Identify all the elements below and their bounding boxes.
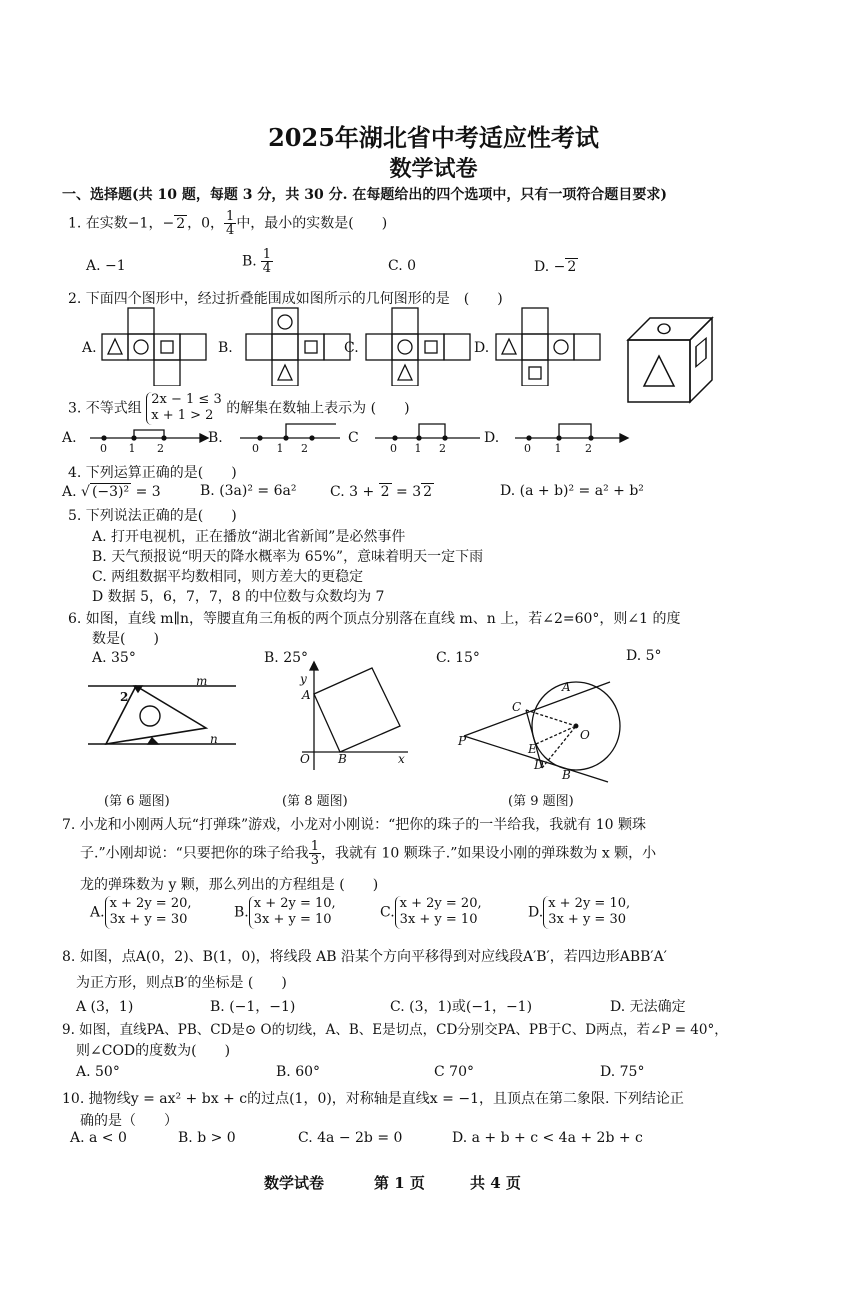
question-1: 1. 在实数−1，− 2 ，0， $\frac{1}{4}$ 中，最小的实数是( ) bbox=[68, 209, 388, 238]
q1-option-b: B. $\frac{1}{4}$ bbox=[242, 247, 272, 276]
q3-ticks-c: 0 1 2 bbox=[390, 442, 446, 455]
footer-subject: 数学试卷 bbox=[264, 1174, 325, 1192]
q2-label-d: D. bbox=[474, 340, 490, 356]
fig8-o: O bbox=[300, 752, 310, 766]
q4-option-b: B. (3a)² = 6a² bbox=[200, 483, 297, 499]
fig6 bbox=[86, 672, 246, 762]
q6-option-d: D. 5° bbox=[626, 648, 662, 664]
fig9-e: E bbox=[528, 742, 537, 756]
section-heading: 一、选择题(共 10 题，每题 3 分，共 30 分. 在每题给出的四个选项中，只有一项符合题目要求) bbox=[62, 187, 667, 203]
net-b bbox=[246, 308, 350, 386]
exam-title: 2025年湖北省中考适应性考试 bbox=[268, 123, 599, 152]
question-7: 7. 小龙和小刚两人玩“打弹珠”游戏，小龙对小刚说：“把你的珠子的一半给我，我就有 10 颗珠 bbox=[62, 817, 646, 833]
fig6-n: n bbox=[210, 732, 218, 746]
q5-option-c: C. 两组数据平均数相同，则方差大的更稳定 bbox=[92, 569, 364, 585]
fig8-caption: (第 8 题图) bbox=[282, 794, 348, 809]
fig6-angle2: 2 bbox=[120, 690, 129, 704]
fig9-a: A bbox=[562, 680, 571, 694]
q10-option-a: A. a < 0 bbox=[70, 1130, 127, 1146]
net-c bbox=[366, 308, 470, 386]
numline-d bbox=[515, 424, 628, 442]
q5-option-a: A. 打开电视机，正在播放“湖北省新闻”是必然事件 bbox=[92, 529, 406, 545]
q8-option-a: A (3，1) bbox=[76, 999, 134, 1015]
q9-option-b: B. 60° bbox=[276, 1064, 321, 1080]
q5-option-d: D 数据 5，6，7，7，8 的中位数与众数均为 7 bbox=[92, 589, 385, 605]
question-3: 3. 不等式组 2x − 1 ≤ 3 x + 1 > 2 的解集在数轴上表示为 ( ) bbox=[68, 392, 410, 424]
footer-total: 共 4 页 bbox=[470, 1174, 521, 1192]
q4-option-a: A. √ (−3)² = 3 bbox=[62, 484, 161, 500]
footer-page: 第 1 页 bbox=[374, 1174, 425, 1192]
question-7-line3: 龙的弹珠数为 y 颗，那么列出的方程组是 ( ) bbox=[80, 877, 379, 893]
fig8-x: x bbox=[398, 752, 405, 766]
q10-option-c: C. 4a − 2b = 0 bbox=[298, 1130, 403, 1146]
question-4: 4. 下列运算正确的是( ) bbox=[68, 465, 237, 481]
q7-option-d: D. x + 2y = 10, 3x + y = 30 bbox=[528, 896, 631, 928]
question-6-cont: 数是( ) bbox=[92, 631, 159, 647]
q9-option-c: C 70° bbox=[434, 1064, 474, 1080]
q3-ticks-a: 0 1 2 bbox=[100, 442, 164, 455]
q3-ticks-d: 0 1 2 bbox=[524, 442, 592, 455]
q2-cube-nets bbox=[96, 306, 616, 386]
fig9-b: B bbox=[562, 768, 571, 782]
question-8-line2: 为正方形，则点B′的坐标是 ( ) bbox=[76, 975, 287, 991]
q4-option-c: C. 3 + 2 = 3 2 bbox=[330, 484, 433, 500]
q3-label-a: A. bbox=[62, 430, 77, 446]
fig8-b: B bbox=[338, 752, 347, 766]
fig9-caption: (第 9 题图) bbox=[508, 794, 574, 809]
exam-subtitle: 数学试卷 bbox=[389, 156, 478, 182]
net-a bbox=[102, 308, 206, 386]
q5-option-b: B. 天气预报说“明天的降水概率为 65%”，意味着明天一定下雨 bbox=[92, 549, 484, 565]
numline-c bbox=[375, 424, 480, 440]
q7-option-b: B. x + 2y = 10, 3x + y = 10 bbox=[234, 896, 336, 928]
question-5: 5. 下列说法正确的是( ) bbox=[68, 508, 237, 524]
numline-b bbox=[240, 424, 340, 440]
fig9-o: O bbox=[580, 728, 590, 742]
q2-cube-figure bbox=[624, 312, 716, 404]
question-6: 6. 如图，直线 m∥n，等腰直角三角板的两个顶点分别落在直线 m、n 上，若∠2=60°，则∠1 的度 bbox=[68, 611, 681, 627]
net-d bbox=[496, 308, 600, 386]
q6-option-b: B. 25° bbox=[264, 650, 309, 666]
q10-option-b: B. b > 0 bbox=[178, 1130, 236, 1146]
q8-option-d: D. 无法确定 bbox=[610, 999, 686, 1015]
q7-option-a: A. x + 2y = 20, 3x + y = 30 bbox=[90, 896, 192, 928]
q8-option-b: B. (−1，−1) bbox=[210, 999, 296, 1015]
question-9: 9. 如图，直线PA、PB、CD是⊙ O的切线，A、B、E是切点，CD分别交PA、PB于C、D两点，若∠P = 40°， bbox=[62, 1022, 728, 1038]
question-2: 2. 下面四个图形中，经过折叠能围成如图所示的几何图形的是 ( ) bbox=[68, 291, 503, 307]
fig9-d: D bbox=[534, 758, 544, 772]
fig6-caption: (第 6 题图) bbox=[104, 794, 170, 809]
question-8: 8. 如图，点A(0，2)、B(1，0)，将线段 AB 沿某个方向平移得到对应线段A′B′，若四边形ABB′A′ bbox=[62, 949, 667, 965]
q10-option-d: D. a + b + c < 4a + 2b + c bbox=[452, 1130, 643, 1146]
q6-option-c: C. 15° bbox=[436, 650, 480, 666]
q1-option-d: D. − 2 bbox=[534, 259, 577, 275]
question-9-line2: 则∠COD的度数为( ) bbox=[76, 1043, 231, 1059]
q8-option-c: C. (3，1)或(−1，−1) bbox=[390, 999, 533, 1015]
q3-label-b: B. bbox=[208, 430, 223, 446]
fig8-a: A bbox=[302, 688, 311, 702]
question-7-line2: 子.”小刚却说：“只要把你的珠子给我 $\frac{1}{3}$ ，我就有 10 颗珠子.”如果设小刚的弹珠数为 x 颗，小 bbox=[80, 839, 657, 868]
question-10-line2: 确的是（ ） bbox=[80, 1113, 178, 1129]
q1-option-a: A. −1 bbox=[86, 258, 126, 274]
q3-ticks-b: 0 1 2 bbox=[252, 442, 308, 455]
q4-option-d: D. (a + b)² = a² + b² bbox=[500, 483, 644, 499]
q2-label-c: C. bbox=[344, 340, 359, 356]
q2-label-b: B. bbox=[218, 340, 233, 356]
fig9 bbox=[460, 670, 640, 785]
q7-option-c: C. x + 2y = 20, 3x + y = 10 bbox=[380, 896, 482, 928]
q9-option-a: A. 50° bbox=[76, 1064, 120, 1080]
fig9-c: C bbox=[512, 700, 522, 714]
numline-a bbox=[90, 430, 208, 442]
q1-option-c: C. 0 bbox=[388, 258, 417, 274]
q2-label-a: A. bbox=[82, 340, 97, 356]
fig8-y: y bbox=[300, 672, 307, 686]
q9-option-d: D. 75° bbox=[600, 1064, 645, 1080]
q3-label-c: C bbox=[348, 430, 359, 446]
fig9-p: P bbox=[458, 734, 467, 748]
fig6-m: m bbox=[196, 674, 208, 688]
question-10: 10. 抛物线y = ax² + bx + c的过点(1，0)，对称轴是直线x = −1，且顶点在第二象限. 下列结论正 bbox=[62, 1091, 684, 1107]
q6-option-a: A. 35° bbox=[92, 650, 136, 666]
q3-label-d: D. bbox=[484, 430, 500, 446]
